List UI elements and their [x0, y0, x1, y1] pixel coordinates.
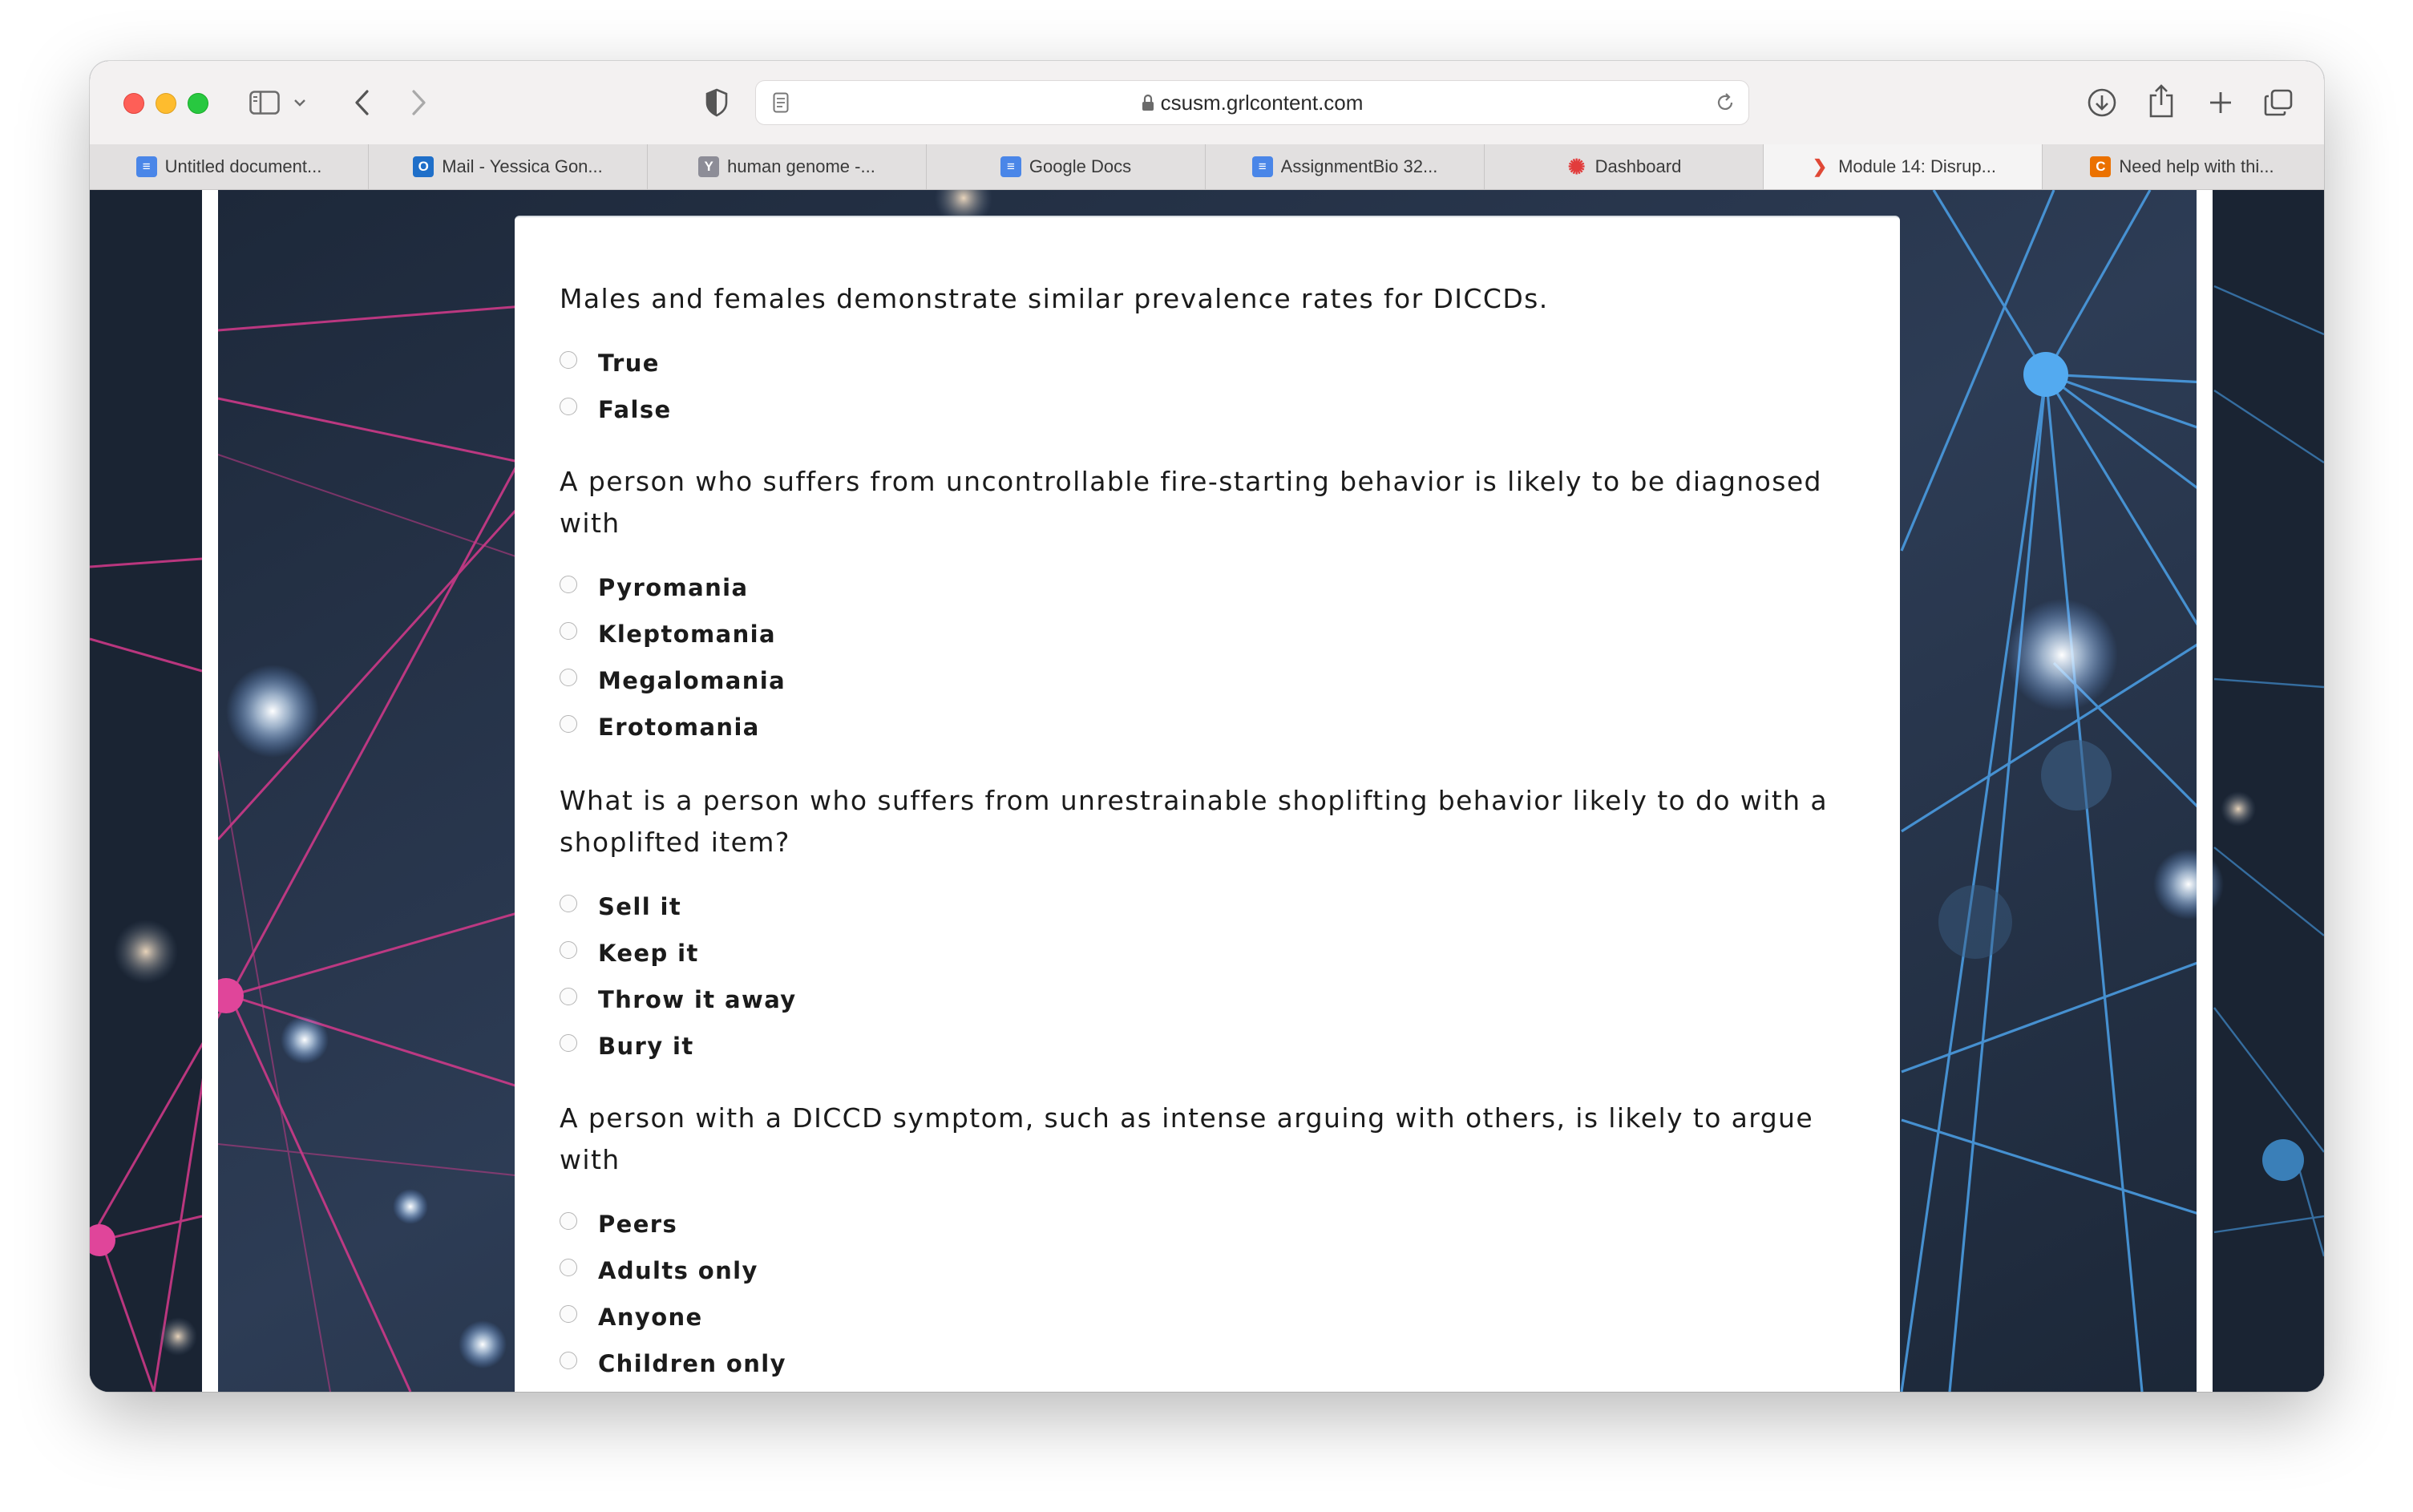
url-value: csusm.grlcontent.com — [1160, 91, 1364, 115]
q3-option-keep-it[interactable]: Keep it — [560, 937, 699, 969]
share-icon[interactable] — [2144, 82, 2179, 120]
q1-option-true[interactable]: True — [560, 347, 660, 379]
radio-button[interactable] — [560, 622, 577, 640]
google-docs-icon: ≡ — [136, 156, 157, 177]
reload-icon[interactable] — [1713, 91, 1737, 115]
quiz-card — [515, 216, 1900, 1392]
q3-option-bury-it[interactable]: Bury it — [560, 1030, 694, 1062]
radio-button[interactable] — [560, 715, 577, 733]
chevron-down-icon[interactable] — [290, 93, 309, 112]
q2-option-pyromania[interactable]: Pyromania — [560, 572, 748, 604]
q2-option-megalomania[interactable]: Megalomania — [560, 665, 786, 697]
radio-button[interactable] — [560, 576, 577, 593]
tab-module-14[interactable]: ❯ Module 14: Disrup... — [1764, 144, 2043, 189]
q4-option-anyone[interactable]: Anyone — [560, 1301, 703, 1333]
downloads-icon[interactable] — [2084, 85, 2120, 120]
q4-option-children-only[interactable]: Children only — [560, 1348, 786, 1380]
q2-option-kleptomania[interactable]: Kleptomania — [560, 618, 776, 650]
close-window-button[interactable] — [123, 93, 144, 114]
radio-button[interactable] — [560, 941, 577, 959]
google-docs-icon: ≡ — [1000, 156, 1021, 177]
zoom-window-button[interactable] — [188, 93, 208, 114]
tab-google-docs[interactable]: ≡ Google Docs — [927, 144, 1206, 189]
canvas-icon: ✺ — [1567, 154, 1586, 179]
radio-button[interactable] — [560, 1034, 577, 1052]
tab-untitled-document[interactable]: ≡ Untitled document... — [90, 144, 369, 189]
question-3-text: What is a person who suffers from unrestrainable shoplifting behavior likely to do with a shoplifted item? — [560, 785, 1828, 858]
tab-strip — [90, 144, 2324, 190]
tab-mail[interactable]: O Mail - Yessica Gon... — [369, 144, 648, 189]
back-arrow-icon[interactable] — [345, 85, 380, 120]
question-4-text: A person with a DICCD symptom, such as intense arguing with others, is likely to argue with — [560, 1102, 1814, 1175]
q1-option-false[interactable]: False — [560, 394, 672, 426]
radio-button[interactable] — [560, 1305, 577, 1323]
tab-need-help[interactable]: C Need help with thi... — [2043, 144, 2322, 189]
url-text — [756, 91, 1748, 117]
radio-button[interactable] — [560, 398, 577, 415]
tab-dashboard[interactable]: ✺ Dashboard — [1485, 144, 1764, 189]
radio-button[interactable] — [560, 1352, 577, 1369]
q2-option-erotomania[interactable]: Erotomania — [560, 711, 760, 743]
radio-button[interactable] — [560, 1259, 577, 1276]
new-tab-plus-icon[interactable] — [2203, 85, 2238, 120]
q4-option-adults-only[interactable]: Adults only — [560, 1255, 758, 1287]
tab-human-genome[interactable]: Y human genome -... — [648, 144, 927, 189]
tab-overview-icon[interactable] — [2261, 85, 2296, 120]
radio-button[interactable] — [560, 351, 577, 369]
page-side-stripe-left — [202, 190, 218, 1392]
q3-option-sell-it[interactable]: Sell it — [560, 891, 681, 923]
tab-assignment-bio[interactable]: ≡ AssignmentBio 32... — [1206, 144, 1485, 189]
page-side-stripe-right — [2197, 190, 2213, 1392]
radio-button[interactable] — [560, 895, 577, 912]
address-bar[interactable] — [755, 80, 1749, 125]
minimize-window-button[interactable] — [156, 93, 176, 114]
google-docs-icon: ≡ — [1252, 156, 1273, 177]
question-1-text: Males and females demonstrate similar prevalence rates for DICCDs. — [560, 283, 1549, 314]
lock-icon — [1142, 92, 1154, 117]
grl-icon: ❯ — [1812, 156, 1828, 176]
privacy-shield-icon[interactable] — [699, 85, 734, 120]
q4-option-peers[interactable]: Peers — [560, 1208, 677, 1240]
outlook-icon: O — [413, 156, 434, 177]
browser-toolbar — [90, 61, 2324, 145]
page-content — [90, 190, 2324, 1392]
radio-button[interactable] — [560, 988, 577, 1005]
question-2-text: A person who suffers from uncontrollable fire-starting behavior is likely to be diagnosed with — [560, 466, 1822, 539]
browser-window — [90, 61, 2324, 1392]
q3-option-throw-it-away[interactable]: Throw it away — [560, 984, 797, 1016]
forward-arrow-icon[interactable] — [401, 85, 436, 120]
sidebar-toggle-icon[interactable] — [247, 85, 282, 120]
radio-button[interactable] — [560, 669, 577, 686]
yahoo-icon: Y — [698, 156, 719, 177]
chegg-icon: C — [2090, 156, 2111, 177]
radio-button[interactable] — [560, 1212, 577, 1230]
